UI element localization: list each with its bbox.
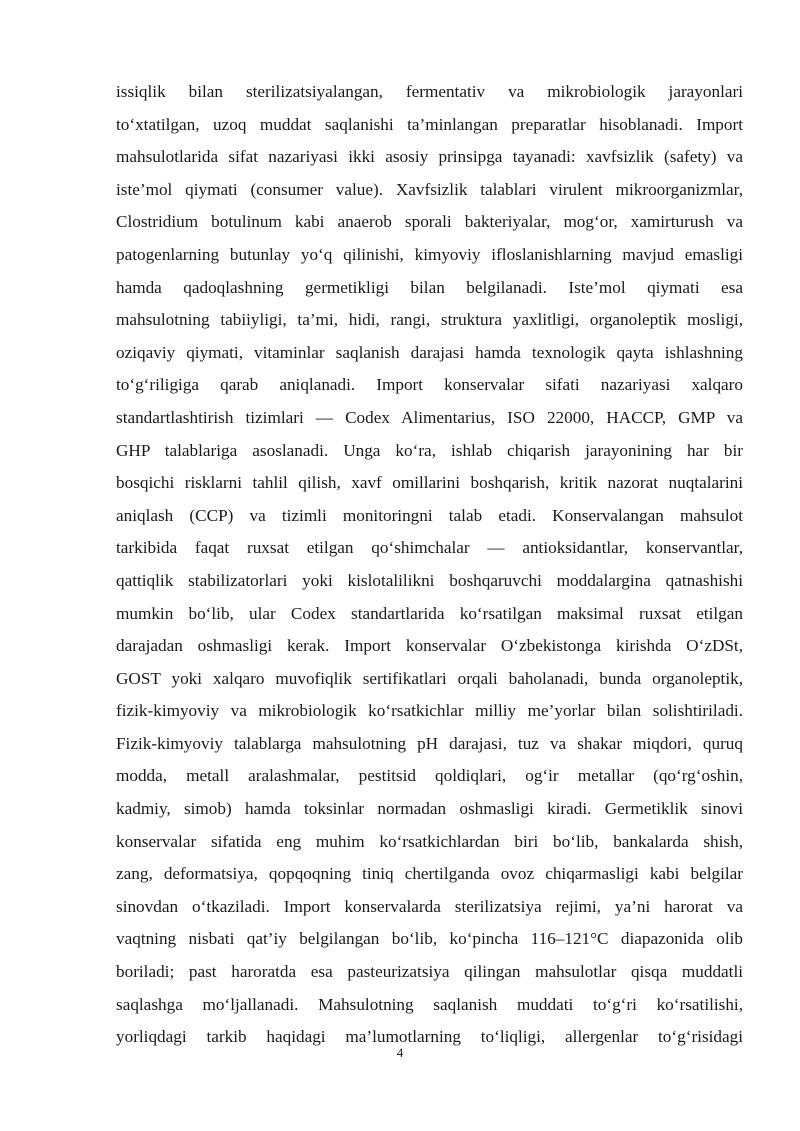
- text-line: issiqlik bilan sterilizatsiyalangan, fermentativ va mikrobiologik jarayonlari: [116, 82, 743, 101]
- text-line: boriladi; past haroratda esa pasteurizatsiya qilingan mahsulotlar qisqa muddatli: [116, 962, 743, 982]
- text-line: mumkin bo‘lib, ular Codex standartlarida ko‘rsatilgan maksimal ruxsat etilgan: [116, 603, 743, 623]
- text-line: iste’mol qiymati (consumer value). Xavfsizlik talablari virulent mikroorganizmlar,: [116, 179, 743, 199]
- text-line: qattiqlik stabilizatorlari yoki kislotalilikni boshqaruvchi moddalargina qatnashishi: [116, 570, 743, 590]
- text-line: darajadan oshmasligi kerak. Import konservalar O‘zbekistonga kirishda O‘zDSt,: [116, 636, 743, 656]
- text-line: Clostridium botulinum kabi anaerob sporali bakteriyalar, mog‘or, xamirturush va: [116, 212, 743, 232]
- text-line: patogenlarning butunlay yo‘q qilinishi, kimyoviy ifloslanishlarning mavjud emasligi: [116, 244, 743, 264]
- text-line: kadmiy, simob) hamda toksinlar normadan oshmasligi kiradi. Germetiklik sinovi: [116, 799, 743, 819]
- text-line: GHP talablariga asoslanadi. Unga ko‘ra, ishlab chiqarish jarayonining har bir: [116, 440, 743, 460]
- text-line: mahsulotlarida sifat nazariyasi ikki asosiy prinsipga tayanadi: xavfsizlik (safety) va: [116, 147, 743, 167]
- body-paragraph: [116, 76, 743, 1054]
- text-line: tarkibida faqat ruxsat etilgan qo‘shimchalar — antioksidantlar, konservantlar,: [116, 538, 743, 558]
- text-line: yorliqdagi tarkib haqidagi ma’lumotlarning to‘liqligi, allergenlar to‘g‘risidagi: [116, 1027, 743, 1047]
- text-line: hamda qadoqlashning germetikligi bilan belgilanadi. Iste’mol qiymati esa: [116, 277, 743, 297]
- text-line: modda, metall aralashmalar, pestitsid qoldiqlari, og‘ir metallar (qo‘rg‘oshin,: [116, 766, 743, 786]
- text-line: bosqichi risklarni tahlil qilish, xavf omillarini boshqarish, kritik nazorat nuqtalarini: [116, 473, 743, 493]
- text-line: aniqlash (CCP) va tizimli monitoringni talab etadi. Konservalangan mahsulot: [116, 505, 743, 525]
- text-line: vaqtning nisbati qat’iy belgilangan bo‘lib, ko‘pincha 116–121°C diapazonida olib: [116, 929, 743, 949]
- text-line: Fizik-kimyoviy talablarga mahsulotning pH darajasi, tuz va shakar miqdori, quruq: [116, 733, 743, 753]
- text-line: sinovdan o‘tkaziladi. Import konservalarda sterilizatsiya rejimi, ya’ni harorat va: [116, 896, 743, 916]
- text-line: to‘g‘riligiga qarab aniqlanadi. Import konservalar sifati nazariyasi xalqaro: [116, 375, 743, 395]
- text-line: konservalar sifatida eng muhim ko‘rsatkichlardan biri bo‘lib, bankalarda shish,: [116, 831, 743, 851]
- text-line: saqlashga mo‘ljallanadi. Mahsulotning saqlanish muddati to‘g‘ri ko‘rsatilishi,: [116, 994, 743, 1014]
- text-line: to‘xtatilgan, uzoq muddat saqlanishi ta’minlangan preparatlar hisoblanadi. Import: [116, 114, 743, 134]
- text-line: fizik-kimyoviy va mikrobiologik ko‘rsatkichlar milliy me’yorlar bilan solishtiriladi.: [116, 701, 743, 721]
- text-line: standartlashtirish tizimlari — Codex Alimentarius, ISO 22000, HACCP, GMP va: [116, 407, 743, 427]
- text-line: mahsulotning tabiiyligi, ta’mi, hidi, rangi, struktura yaxlitligi, organoleptik mosligi,: [116, 310, 743, 330]
- text-line: zang, deformatsiya, qopqoqning tiniq chertilganda ovoz chiqarmasligi kabi belgilar: [116, 864, 743, 884]
- page-number: 4: [396, 1045, 404, 1060]
- text-line: GOST yoki xalqaro muvofiqlik sertifikatlari orqali baholanadi, bunda organoleptik,: [116, 668, 743, 688]
- text-line: oziqaviy qiymati, vitaminlar saqlanish darajasi hamda texnologik qayta ishlashning: [116, 342, 743, 362]
